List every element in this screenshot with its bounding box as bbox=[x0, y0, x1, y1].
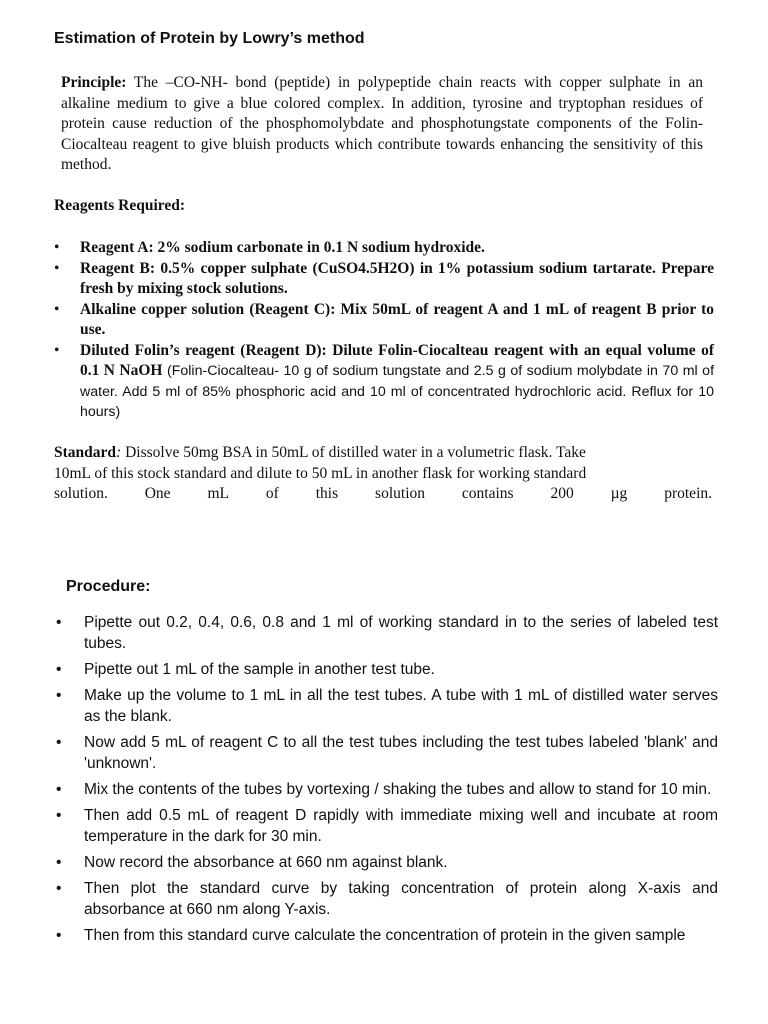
standard-word: mL bbox=[207, 485, 229, 502]
bullet-icon: • bbox=[56, 687, 62, 704]
bullet-icon: • bbox=[54, 239, 60, 256]
reagent-item-a bbox=[54, 238, 714, 259]
bullet-icon: • bbox=[56, 854, 62, 871]
procedure-heading: Procedure: bbox=[66, 578, 151, 595]
standard-colon: : bbox=[116, 444, 122, 461]
principle-text: The –CO-NH- bond (peptide) in polypeptide chain reacts with copper sulphate in an alkaline medium to give a blue colored complex. In addition, tyrosine and tryptophan residues of protein cause reduction of the phosphomolybdate and phosphotungstate components of the Folin-Ciocalteau reagent to give bluish products which contribute towards enhancing the sensitivity of this method. bbox=[61, 74, 703, 173]
reagent-d-text: Diluted Folin’s reagent (Reagent D): Dilute Folin-Ciocalteau reagent with an equal volume of 0.1 N NaOH bbox=[80, 341, 714, 379]
procedure-step-text: Mix the contents of the tubes by vortexing / shaking the tubes and allow to stand for 10 min. bbox=[84, 781, 712, 798]
reagent-item-b bbox=[54, 259, 714, 300]
procedure-list bbox=[56, 612, 718, 951]
procedure-step-text: Then add 0.5 mL of reagent D rapidly with immediate mixing well and incubate at room temperature in the dark for 30 min. bbox=[84, 807, 718, 845]
standard-word: 200 bbox=[550, 485, 574, 502]
procedure-step bbox=[56, 878, 718, 920]
bullet-icon: • bbox=[54, 300, 60, 318]
principle-label: Principle: bbox=[61, 74, 127, 91]
standard-text-1: Dissolve 50mg BSA in 50mL of distilled water in a volumetric flask. Take bbox=[121, 444, 586, 461]
procedure-step-text: Then plot the standard curve by taking concentration of protein along X-axis and absorbance at 660 nm along Y-axis. bbox=[84, 880, 718, 918]
bullet-icon: • bbox=[56, 807, 62, 824]
standard-line-2: 10mL of this stock standard and dilute to 50 mL in another flask for working standard bbox=[54, 464, 587, 482]
procedure-step bbox=[56, 732, 718, 774]
standard-word: contains bbox=[461, 485, 514, 502]
reagents-heading: Reagents Required: bbox=[54, 197, 186, 214]
standard-paragraph bbox=[54, 443, 714, 505]
procedure-step bbox=[56, 852, 718, 873]
procedure-step bbox=[56, 779, 718, 800]
procedure-step bbox=[56, 612, 718, 654]
bullet-icon: • bbox=[54, 341, 60, 359]
bullet-icon: • bbox=[56, 880, 62, 897]
reagent-item-c bbox=[54, 300, 714, 341]
standard-word: solution. bbox=[54, 485, 108, 502]
bullet-icon: • bbox=[56, 661, 62, 678]
procedure-step bbox=[56, 925, 718, 946]
reagent-item-d bbox=[54, 341, 714, 423]
procedure-step-text: Pipette out 1 mL of the sample in another test tube. bbox=[84, 661, 435, 678]
procedure-step-text: Now add 5 mL of reagent C to all the test tubes including the test tubes labeled 'blank' and 'unknown'. bbox=[84, 734, 718, 772]
procedure-step bbox=[56, 659, 718, 680]
reagent-b-text: Reagent B: 0.5% copper sulphate (CuSO4.5H2O) in 1% potassium sodium tartarate. Prepare fresh by mixing stock solutions. bbox=[80, 259, 714, 297]
reagent-a-text: Reagent A: 2% sodium carbonate in 0.1 N sodium hydroxide. bbox=[80, 239, 485, 256]
standard-word: protein. bbox=[664, 485, 712, 502]
bullet-icon: • bbox=[56, 734, 62, 751]
bullet-icon: • bbox=[56, 927, 62, 944]
standard-label: Standard bbox=[54, 444, 117, 461]
procedure-step-text: Pipette out 0.2, 0.4, 0.6, 0.8 and 1 ml of working standard in to the series of labeled test tubes. bbox=[84, 614, 718, 652]
procedure-step-text: Now record the absorbance at 660 nm against blank. bbox=[84, 854, 448, 871]
bullet-icon: • bbox=[56, 781, 62, 798]
procedure-step-text: Make up the volume to 1 mL in all the test tubes. A tube with 1 mL of distilled water serves as the blank. bbox=[84, 687, 718, 725]
standard-word: One bbox=[144, 485, 171, 502]
procedure-step-text: Then from this standard curve calculate the concentration of protein in the given sample bbox=[84, 927, 686, 944]
bullet-icon: • bbox=[56, 614, 62, 631]
reagent-d-note: (Folin-Ciocalteau- 10 g of sodium tungstate and 2.5 g of sodium molybdate in 70 ml of water. Add 5 ml of 85% phosphoric acid and 10 ml of concentrated hydrochloric acid. Reflux for 10 hours) bbox=[80, 363, 715, 420]
reagent-list bbox=[54, 238, 714, 423]
principle-paragraph bbox=[61, 73, 703, 176]
standard-line-3 bbox=[54, 484, 712, 505]
document-title: Estimation of Protein by Lowry’s method bbox=[54, 30, 365, 47]
standard-line-1 bbox=[54, 443, 714, 464]
standard-word: µg bbox=[610, 485, 628, 502]
standard-word: this bbox=[315, 485, 339, 502]
procedure-step bbox=[56, 805, 718, 847]
procedure-step bbox=[56, 685, 718, 727]
bullet-icon: • bbox=[54, 259, 60, 277]
standard-word: of bbox=[265, 485, 279, 502]
reagent-c-text: Alkaline copper solution (Reagent C): Mix 50mL of reagent A and 1 mL of reagent B prior to use. bbox=[80, 300, 714, 338]
standard-word: solution bbox=[375, 485, 425, 502]
